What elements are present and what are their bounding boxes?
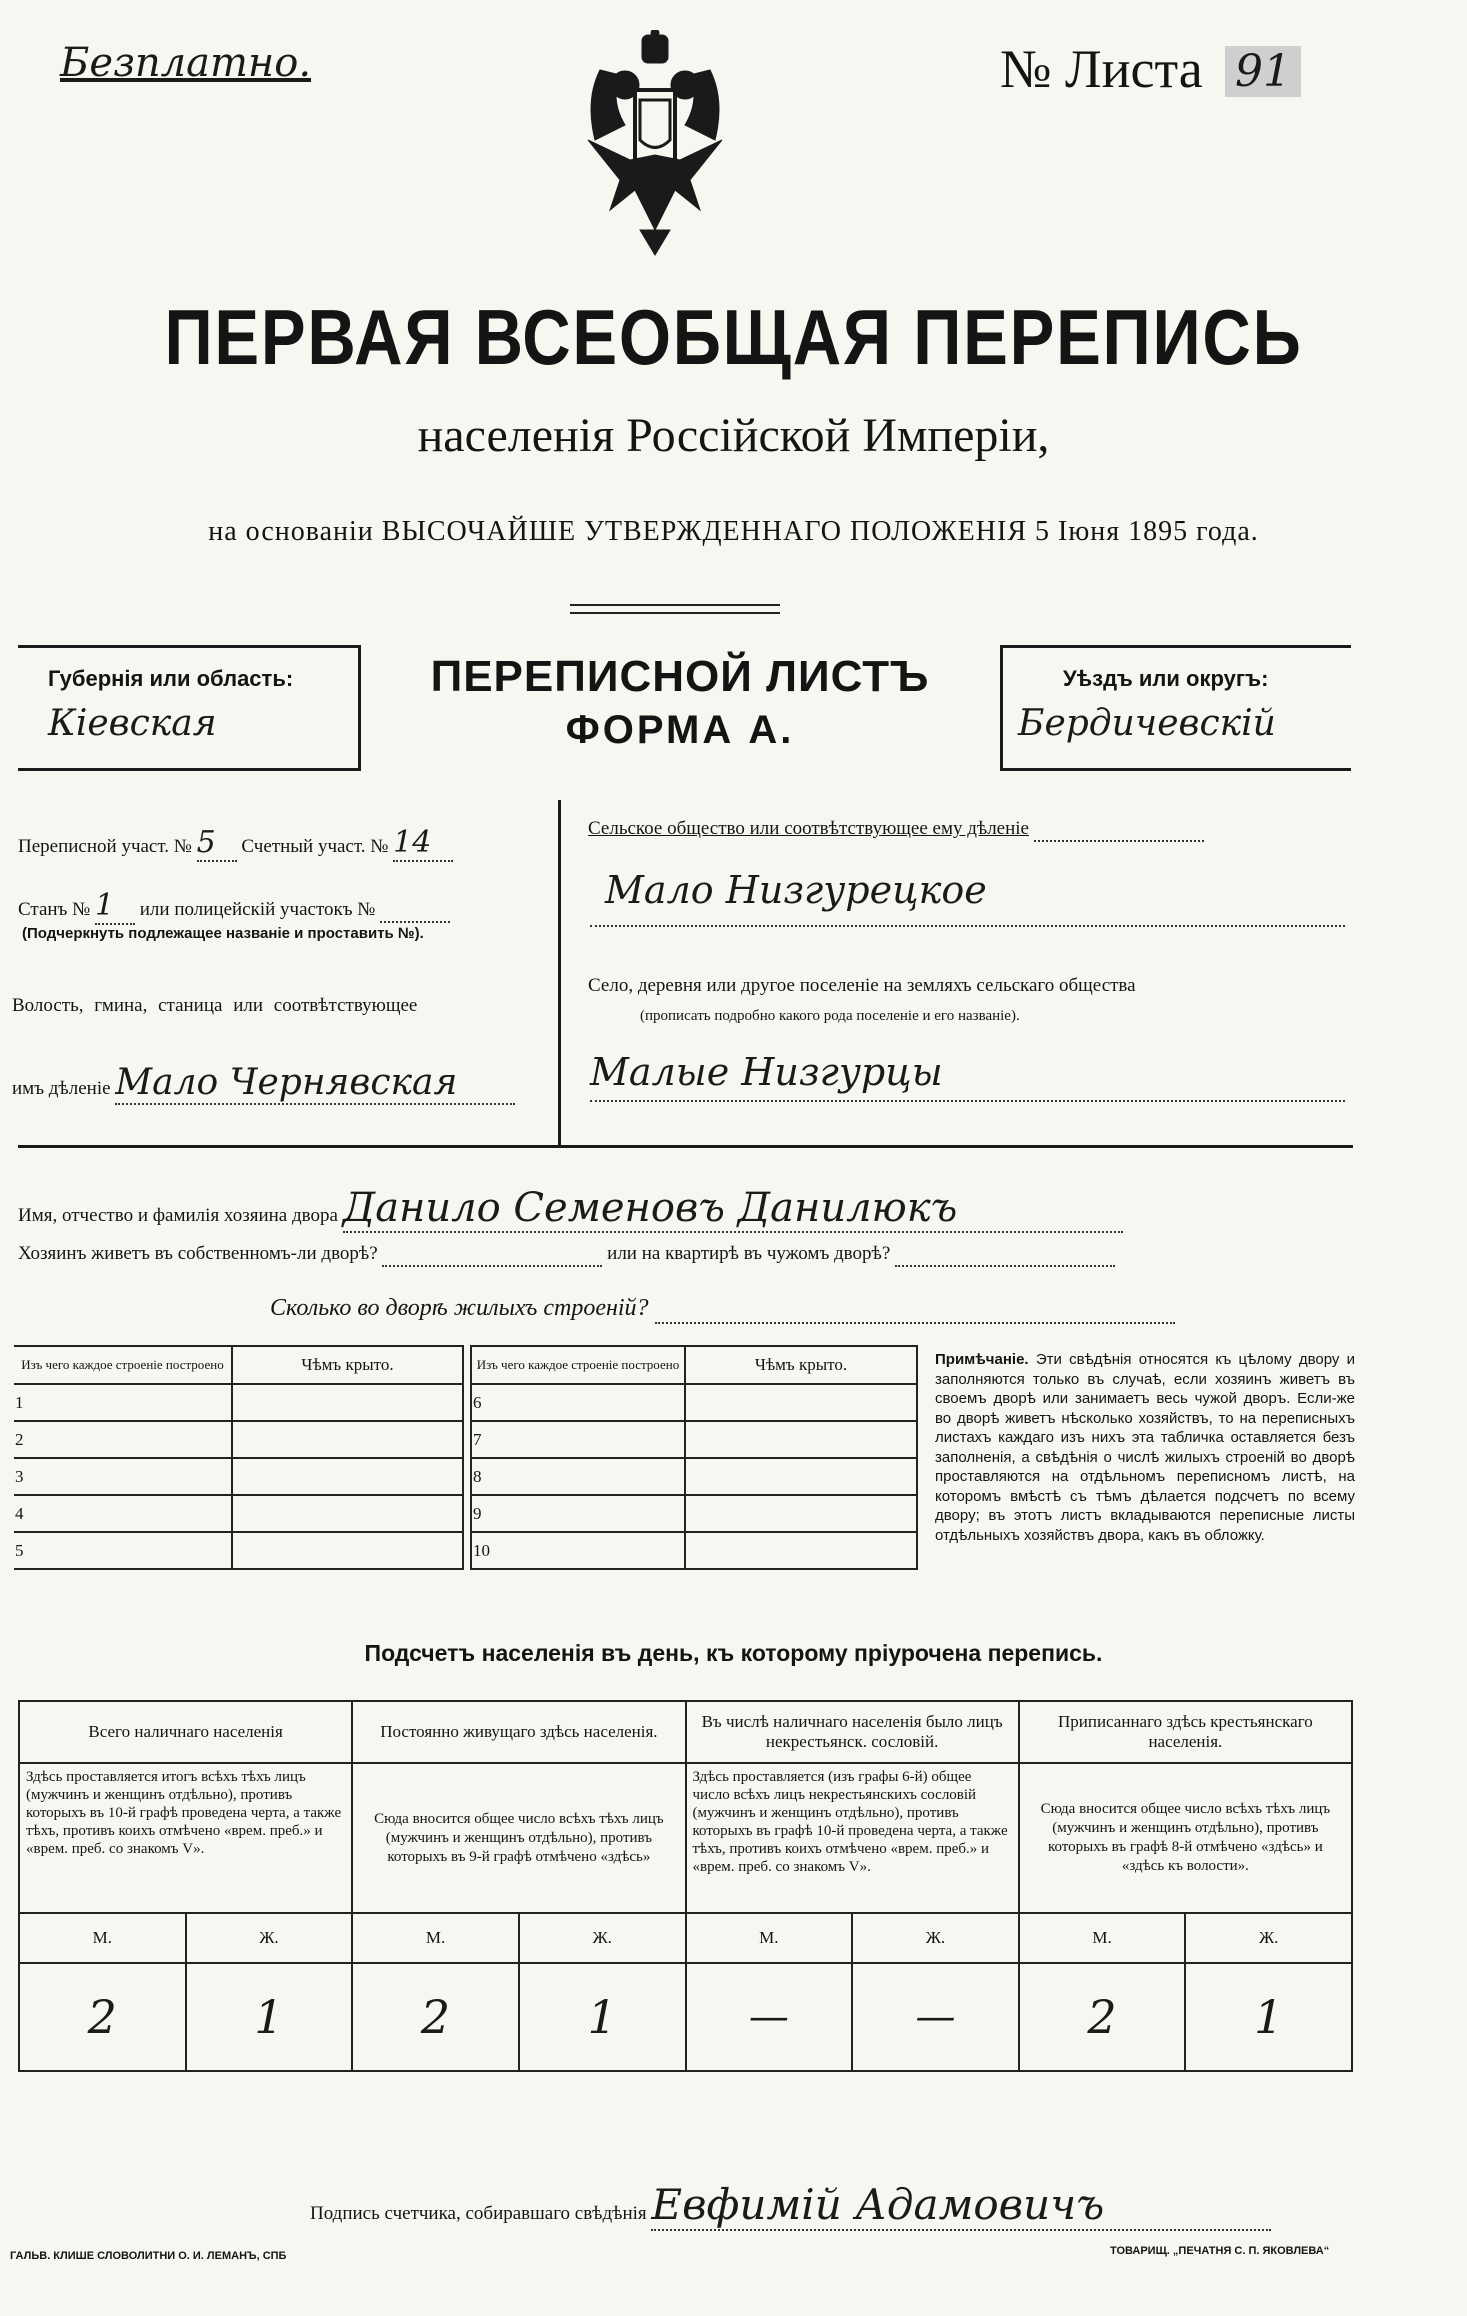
pop-m-label: М. <box>19 1913 186 1963</box>
pop-col-nonpeasant-desc: Здѣсь проставляется (изъ графы 6-й) общее число всѣхъ лицъ некрестьянскихъ сословій (мужчинъ и женщинъ отдѣльно), противъ которыхъ въ графѣ 10-й проведена черта, а также тѣхъ, противъ коихъ отмѣчено «врем. преб.» и «врем. преб. со знакомъ V». <box>686 1763 1019 1913</box>
volost-label: Волость, гмина, станица или соотвѣтствующее <box>12 995 418 1016</box>
pop-col-peasant-header: Приписаннаго здѣсь крестьянскаго населенія. <box>1019 1701 1352 1763</box>
building-roof-cell[interactable] <box>685 1421 917 1458</box>
population-table <box>18 1700 1353 2072</box>
building-roof-cell[interactable] <box>232 1532 463 1569</box>
pop-col-total-header: Всего наличнаго населенія <box>19 1701 352 1763</box>
sheet-title: ПЕРЕПИСНОЙ ЛИСТЪ <box>430 652 930 701</box>
basis-line: на основаніи ВЫСОЧАЙШЕ УТВЕРЖДЕННАГО ПОЛОЖЕНІЯ 5 Іюня 1895 года. <box>208 516 1259 547</box>
pop-f-label: Ж. <box>852 1913 1019 1963</box>
pop-col-permanent-header: Постоянно живущаго здѣсь населенія. <box>352 1701 685 1763</box>
building-roof-cell[interactable] <box>685 1458 917 1495</box>
buildings-row <box>270 1295 1175 1324</box>
volost-row <box>12 1062 515 1105</box>
population-title: Подсчетъ населенія въ день, къ которому пріурочена перепись. <box>364 1640 1103 1666</box>
stan-note: (Подчеркнуть подлежащее названіе и проставить №). <box>22 925 424 942</box>
owner-name-value: Данило Семеновъ Данилюкъ <box>343 1185 1123 1233</box>
pop-col-permanent-desc: Сюда вносится общее число всѣхъ тѣхъ лицъ (мужчинъ и женщинъ отдѣльно), противъ которыхъ въ 9-й графѣ отмѣчено «здѣсь» <box>352 1763 685 1913</box>
building-row-num: 1 <box>14 1384 232 1421</box>
building-roof-cell[interactable] <box>232 1495 463 1532</box>
stan-label: Станъ № <box>18 899 91 920</box>
province-value: Кіевская <box>48 703 217 744</box>
society-dots <box>1034 818 1204 842</box>
volost-value: Мало Чернявская <box>115 1062 515 1105</box>
village-value: Малые Низгурцы <box>590 1050 943 1094</box>
pop-permanent-f[interactable]: 1 <box>519 1963 686 2071</box>
building-row-num: 2 <box>14 1421 232 1458</box>
district-value: Бердичевскій <box>1018 703 1276 744</box>
census-section-value: 5 <box>197 825 237 862</box>
field-block-bottom-rule <box>18 1145 1353 1148</box>
note-text: Эти свѣдѣнія относятся къ цѣлому двору и заполняются только въ случаѣ, если хозяинъ живетъ въ своемъ дворѣ или занимаетъ весь чужой дворъ. Если-же во дворѣ живетъ нѣсколько хозяйствъ, то на переписныхъ листахъ каждаго изъ нихъ эта табличка оставляется безъ заполненія, а свѣдѣнія о числѣ жилыхъ строеній во дворѣ проставляются на отдѣльномъ переписномъ листѣ, на которомъ вмѣстѣ съ тѣмъ дѣлается подсчетъ по всему двору; въ этотъ листъ вкладываются переписные листы отдѣльныхъ хозяйствъ двора, какъ въ обложку. <box>935 1351 1356 1544</box>
pop-f-label: Ж. <box>1185 1913 1352 1963</box>
village-line <box>590 1100 1345 1102</box>
building-row-num: 5 <box>14 1532 232 1569</box>
owner-lives-row <box>18 1243 1115 1267</box>
col-roof-header: Чѣмъ крыто. <box>232 1346 463 1384</box>
pop-total-m[interactable]: 2 <box>19 1963 186 2071</box>
subtitle: населенія Россійской Имперіи, <box>417 409 1050 462</box>
census-section-row <box>18 825 453 862</box>
building-roof-cell[interactable] <box>685 1532 917 1569</box>
col-material-header: Изъ чего каждое строеніе построено <box>14 1346 232 1384</box>
owner-or-blank <box>895 1243 1115 1267</box>
note-title: Примѣчаніе. <box>935 1351 1029 1368</box>
owner-name-label: Имя, отчество и фамилія хозяина двора <box>18 1205 338 1226</box>
pop-nonpeasant-f[interactable]: — <box>852 1963 1019 2071</box>
signature-value: Евфимій Адамовичъ <box>651 2180 1271 2231</box>
sheet-number-label: № Листа <box>1000 39 1203 99</box>
signature-row <box>310 2180 1271 2231</box>
stan-row <box>18 888 450 925</box>
pop-peasant-m[interactable]: 2 <box>1019 1963 1186 2071</box>
counting-section-value: 14 <box>393 825 453 862</box>
col-material-header-right: Изъ чего каждое строеніе построено <box>471 1346 685 1384</box>
village-label: Село, деревня или другое поселеніе на земляхъ сельскаго общества <box>588 975 1136 996</box>
police-label: или полицейскій участокъ № <box>139 899 376 920</box>
buildings-table-right <box>470 1345 918 1570</box>
pop-total-f[interactable]: 1 <box>186 1963 353 2071</box>
district-label: Уѣздъ или округъ: <box>1063 666 1269 691</box>
building-row-num: 4 <box>14 1495 232 1532</box>
building-roof-cell[interactable] <box>232 1458 463 1495</box>
sheet-number-value: 91 <box>1225 46 1301 97</box>
buildings-table-left <box>14 1345 464 1570</box>
main-title: ПЕРВАЯ ВСЕОБЩАЯ ПЕРЕПИСЬ <box>164 293 1303 381</box>
society-value: Мало Низгурецкое <box>605 868 987 912</box>
village-note: (прописать подробно какого рода поселеніе и его названіе). <box>640 1008 1020 1024</box>
building-roof-cell[interactable] <box>685 1384 917 1421</box>
society-row <box>588 818 1204 842</box>
pop-col-total-desc: Здѣсь проставляется итогъ всѣхъ тѣхъ лицъ (мужчинъ и женщинъ отдѣльно), противъ которыхъ въ 10-й графѣ проведена черта, а также тѣхъ, противъ коихъ отмѣчено «врем. преб.» и «врем. преб. со знакомъ V». <box>19 1763 352 1913</box>
buildings-label: Сколько во дворѣ жилыхъ строеній? <box>270 1295 649 1321</box>
pop-col-nonpeasant-header: Въ числѣ наличнаго населенія было лицъ некрестьянск. сословій. <box>686 1701 1019 1763</box>
counting-section-label: Счетный участ. № <box>241 836 389 857</box>
double-headed-eagle-icon <box>580 30 730 260</box>
form-label: ФОРМА А. <box>565 708 795 752</box>
census-section-label: Переписной участ. № <box>18 836 192 857</box>
district-box <box>1000 645 1351 771</box>
building-row-num: 6 <box>471 1384 685 1421</box>
owner-name-row <box>18 1185 1123 1233</box>
owner-lives-blank <box>382 1243 602 1267</box>
building-row-num: 9 <box>471 1495 685 1532</box>
owner-lives-label: Хозяинъ живетъ въ собственномъ-ли дворѣ? <box>18 1243 378 1264</box>
stan-value: 1 <box>95 888 135 925</box>
province-label: Губернія или область: <box>48 666 294 691</box>
pop-m-label: М. <box>352 1913 519 1963</box>
pop-m-label: М. <box>1019 1913 1186 1963</box>
building-roof-cell[interactable] <box>685 1495 917 1532</box>
building-row-num: 7 <box>471 1421 685 1458</box>
col-roof-header-right: Чѣмъ крыто. <box>685 1346 917 1384</box>
society-line <box>590 925 1345 927</box>
pop-f-label: Ж. <box>519 1913 686 1963</box>
society-label: Сельское общество или соотвѣтствующее ему дѣленіе <box>588 818 1029 839</box>
field-divider <box>558 800 561 1145</box>
volost-label-2: имъ дѣленіе <box>12 1078 111 1099</box>
building-row-num: 3 <box>14 1458 232 1495</box>
building-roof-cell[interactable] <box>232 1384 463 1421</box>
building-row-num: 10 <box>471 1532 685 1569</box>
pop-peasant-f[interactable]: 1 <box>1185 1963 1352 2071</box>
pop-permanent-m[interactable]: 2 <box>352 1963 519 2071</box>
province-box <box>18 645 361 771</box>
building-row-num: 8 <box>471 1458 685 1495</box>
building-roof-cell[interactable] <box>232 1421 463 1458</box>
ornament-divider <box>570 604 780 614</box>
pop-m-label: М. <box>686 1913 853 1963</box>
signature-label: Подпись счетчика, собиравшаго свѣдѣнія <box>310 2203 647 2224</box>
owner-or-label: или на квартирѣ въ чужомъ дворѣ? <box>607 1243 891 1264</box>
pop-nonpeasant-m[interactable]: — <box>686 1963 853 2071</box>
printer-right: ТОВАРИЩ. „ПЕЧАТНЯ С. П. ЯКОВЛЕВА“ <box>1110 2245 1330 2257</box>
printer-left: ГАЛЬВ. КЛИШЕ СЛОВОЛИТНИ О. И. ЛЕМАНЪ, СПБ <box>10 2250 287 2262</box>
pop-col-peasant-desc: Сюда вносится общее число всѣхъ тѣхъ лицъ (мужчинъ и женщинъ отдѣльно), противъ которыхъ въ графѣ 8-й отмѣчено «здѣсь» и «здѣсь къ волости». <box>1019 1763 1352 1913</box>
buildings-blank <box>655 1295 1175 1324</box>
buildings-note <box>935 1350 1355 1545</box>
free-label: Безплатно. <box>60 40 312 86</box>
pop-f-label: Ж. <box>186 1913 353 1963</box>
police-value-blank <box>380 899 450 923</box>
